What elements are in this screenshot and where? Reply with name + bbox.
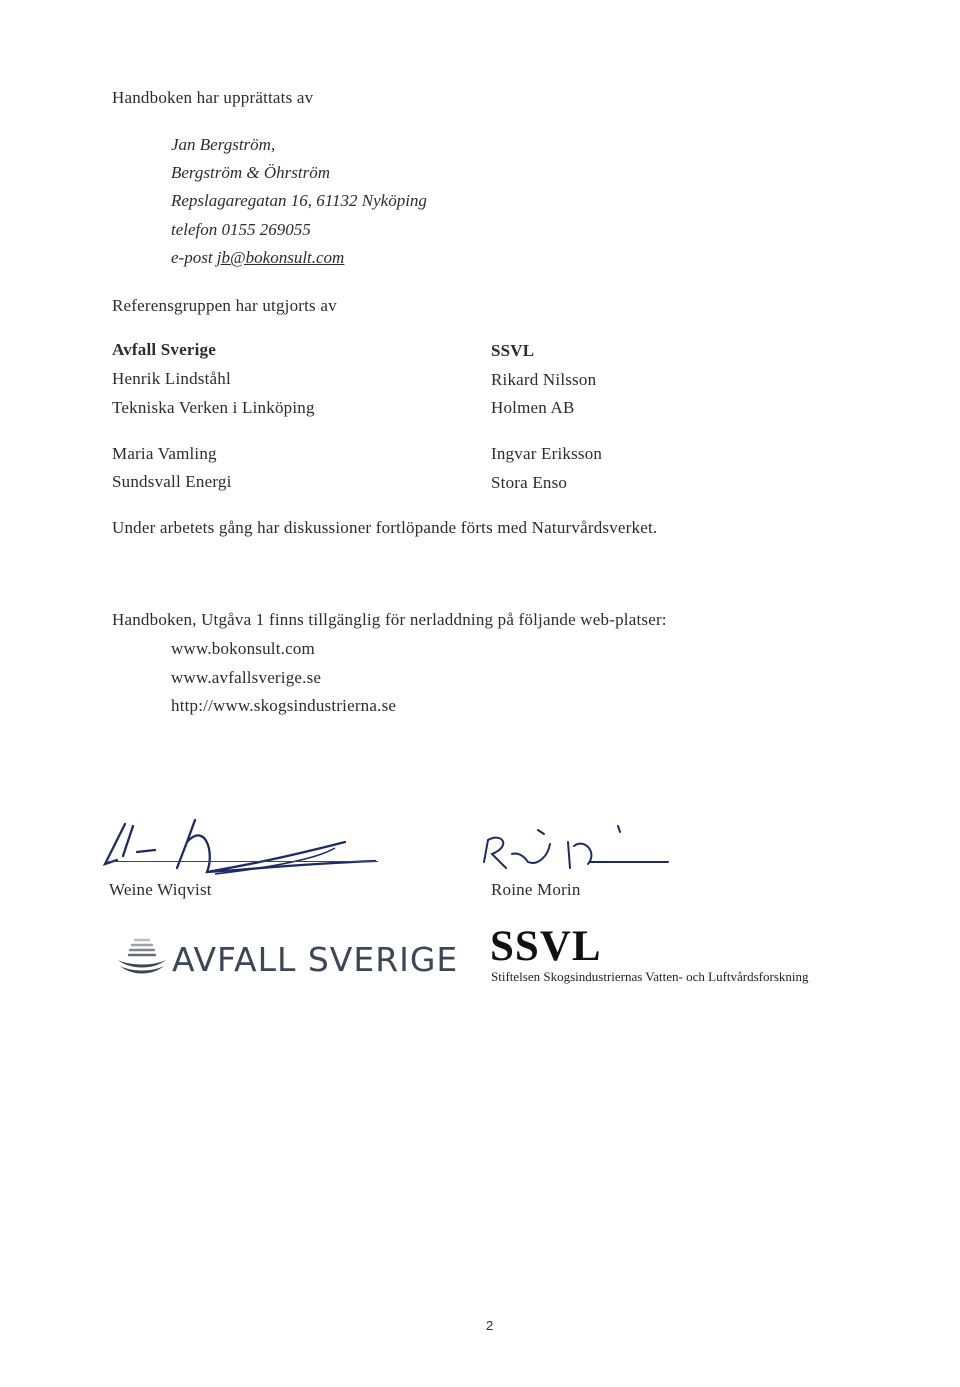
signature-weine-wiqvist (95, 812, 385, 887)
download-intro: Handboken, Utgåva 1 finns tillgänglig för nerladdning på följande web-platser: (112, 610, 667, 629)
group-heading-avfall-sverige: Avfall Sverige (112, 340, 216, 359)
author-address: Repslagaregatan 16, 61132 Nyköping (171, 191, 427, 210)
member-name: Rikard Nilsson (491, 370, 597, 389)
avfall-sverige-logo-text: AVFALL SVERIGE (172, 940, 459, 979)
member-name: Henrik Lindståhl (112, 369, 231, 388)
member-org: Sundsvall Energi (112, 472, 232, 491)
intro-text: Handboken har upprättats av (112, 88, 314, 107)
website-link[interactable]: www.bokonsult.com (171, 639, 315, 658)
discussion-note: Under arbetets gång har diskussioner fortlöpande förts med Naturvårdsverket. (112, 518, 658, 537)
avfall-sverige-logo-icon (116, 934, 168, 980)
author-email-link[interactable]: jb@bokonsult.com (216, 248, 345, 267)
ssvl-logo-subtitle: Stiftelsen Skogsindustriernas Vatten- och Luftvårdsforskning (491, 969, 809, 984)
page-number: 2 (486, 1318, 494, 1333)
group-heading-ssvl: SSVL (491, 341, 535, 360)
website-link[interactable]: www.avfallsverige.se (171, 668, 322, 687)
avfall-sverige-logo (116, 934, 459, 980)
member-name: Ingvar Eriksson (491, 444, 603, 463)
signatory-name: Weine Wiqvist (109, 880, 212, 899)
author-phone: telefon 0155 269055 (171, 220, 311, 239)
signatory-name: Roine Morin (491, 880, 581, 899)
author-email-prefix: e-post (171, 248, 217, 267)
member-name: Maria Vamling (112, 444, 217, 463)
author-name: Jan Bergström, (171, 135, 276, 154)
member-org: Stora Enso (491, 473, 568, 492)
author-email-line (171, 248, 344, 268)
author-company: Bergström & Öhrström (171, 163, 330, 182)
ssvl-logo-text: SSVL (490, 923, 602, 970)
member-org: Tekniska Verken i Linköping (112, 398, 315, 417)
website-link[interactable]: http://www.skogsindustrierna.se (171, 696, 397, 715)
reference-intro: Referensgruppen har utgjorts av (112, 296, 337, 315)
member-org: Holmen AB (491, 398, 575, 417)
signature-line (108, 861, 378, 862)
signature-roine-morin (478, 822, 678, 884)
